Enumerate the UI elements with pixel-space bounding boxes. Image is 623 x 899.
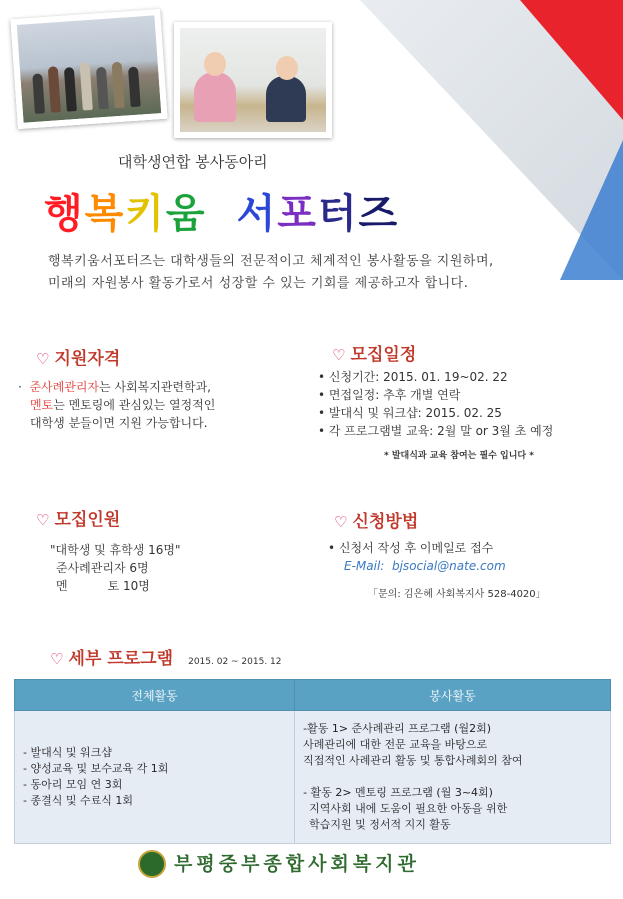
schedule-item: • 신청기간: 2015. 01. 19~02. 22 [318, 370, 508, 384]
title-char: 서 [236, 191, 278, 237]
email-link[interactable]: bjsocial@nate.com [391, 559, 506, 573]
schedule-list [318, 368, 553, 440]
col-header-all-activities: 전체활동 [15, 680, 295, 711]
title-char: 터 [317, 191, 359, 237]
list-item: 지역사회 내에 도움이 필요한 아동을 위한 [309, 802, 508, 815]
recruit-title: 모집인원 [54, 510, 121, 530]
schedule-title: 모집일정 [350, 345, 417, 365]
qualification-header [36, 344, 120, 369]
apply-title: 신청방법 [352, 512, 419, 532]
heart-icon: ♡ [332, 346, 346, 364]
title-char: 키 [125, 191, 166, 237]
list-item: - 종결식 및 수료식 1회 [23, 794, 133, 807]
volunteer-cell [295, 711, 611, 844]
title-char: 움 [165, 191, 207, 237]
org-logo [138, 850, 166, 878]
page-title [44, 182, 399, 239]
list-item: - 동아리 모임 연 3회 [23, 778, 123, 791]
schedule-header [332, 340, 416, 365]
intro-text [48, 251, 598, 295]
email-line: E-Mail: bjsocial@nate.com [344, 559, 506, 573]
heart-icon: ♡ [50, 650, 64, 668]
role-mentor: 멘토 [30, 398, 54, 412]
role-case-manager: 준사례관리자 [29, 380, 100, 394]
qualification-title: 지원자격 [54, 349, 121, 369]
program-header [50, 644, 282, 669]
schedule-item: • 발대식 및 워크샵: 2015. 02. 25 [318, 406, 502, 420]
intro-line-1: 행복키움서포터즈는 대학생들의 전문적이고 체계적인 봉사활동을 지원하며, [48, 254, 494, 269]
subtitle: 대학생연합 봉사동아리 [118, 153, 268, 171]
recruit-total: "대학생 및 휴학생 16명" [50, 543, 181, 557]
heart-icon: ♡ [36, 511, 50, 529]
list-item: -활동 1> 준사례관리 프로그램 (월2회) [303, 722, 491, 735]
qualification-text: · 준사례관리자는 사회복지관련학과, 멘토는 멘토링에 관심있는 열정적인 대학생 분들이면 지원 가능합니다. [18, 380, 216, 430]
program-title: 세부 프로그램 [68, 649, 173, 669]
apply-text: • 신청서 작성 후 이메일로 접수 [328, 541, 494, 555]
apply-header [334, 507, 418, 532]
heart-icon: ♡ [36, 350, 50, 368]
list-item: 직접적인 사례관리 활동 및 통합사례회의 참여 [303, 754, 523, 767]
list-item: - 발대식 및 워크샵 [23, 746, 112, 759]
title-char: 즈 [358, 191, 400, 237]
all-activities-cell [15, 711, 295, 844]
recruit-case-manager: 준사례관리자 6명 [56, 561, 149, 575]
recruit-header [36, 505, 120, 530]
col-header-volunteer: 봉사활동 [295, 680, 611, 711]
intro-line-2: 미래의 자원봉사 활동가로서 성장할 수 있는 기회를 제공하고자 합니다. [48, 276, 469, 291]
program-table [14, 679, 611, 844]
title-char: 복 [84, 191, 126, 237]
list-item: 학습지원 및 정서적 지지 활동 [309, 818, 451, 831]
program-period: 2015. 02 ~ 2015. 12 [188, 657, 282, 667]
list-item: 사례관리에 대한 전문 교육을 바탕으로 [303, 738, 488, 751]
list-item: - 양성교육 및 보수교육 각 1회 [23, 762, 169, 775]
recruit-mentor: 멘 토 10명 [56, 579, 150, 593]
contact-info: 「문의: 김은혜 사회복지사 528-4020」 [368, 589, 546, 600]
list-item: - 활동 2> 멘토링 프로그램 (월 3~4회) [303, 786, 493, 799]
schedule-item: • 각 프로그램별 교육: 2월 말 or 3월 초 예정 [318, 424, 554, 438]
students-photo [174, 22, 332, 138]
schedule-item: • 면접일정: 추후 개별 연락 [318, 388, 461, 402]
org-name: 부평중부종합사회복지관 [174, 853, 420, 875]
title-char: 포 [277, 191, 318, 237]
title-char: 행 [44, 191, 85, 237]
schedule-note: * 발대식과 교육 참여는 필수 입니다 * [384, 451, 534, 461]
heart-icon: ♡ [334, 513, 348, 531]
group-photo [10, 9, 167, 129]
